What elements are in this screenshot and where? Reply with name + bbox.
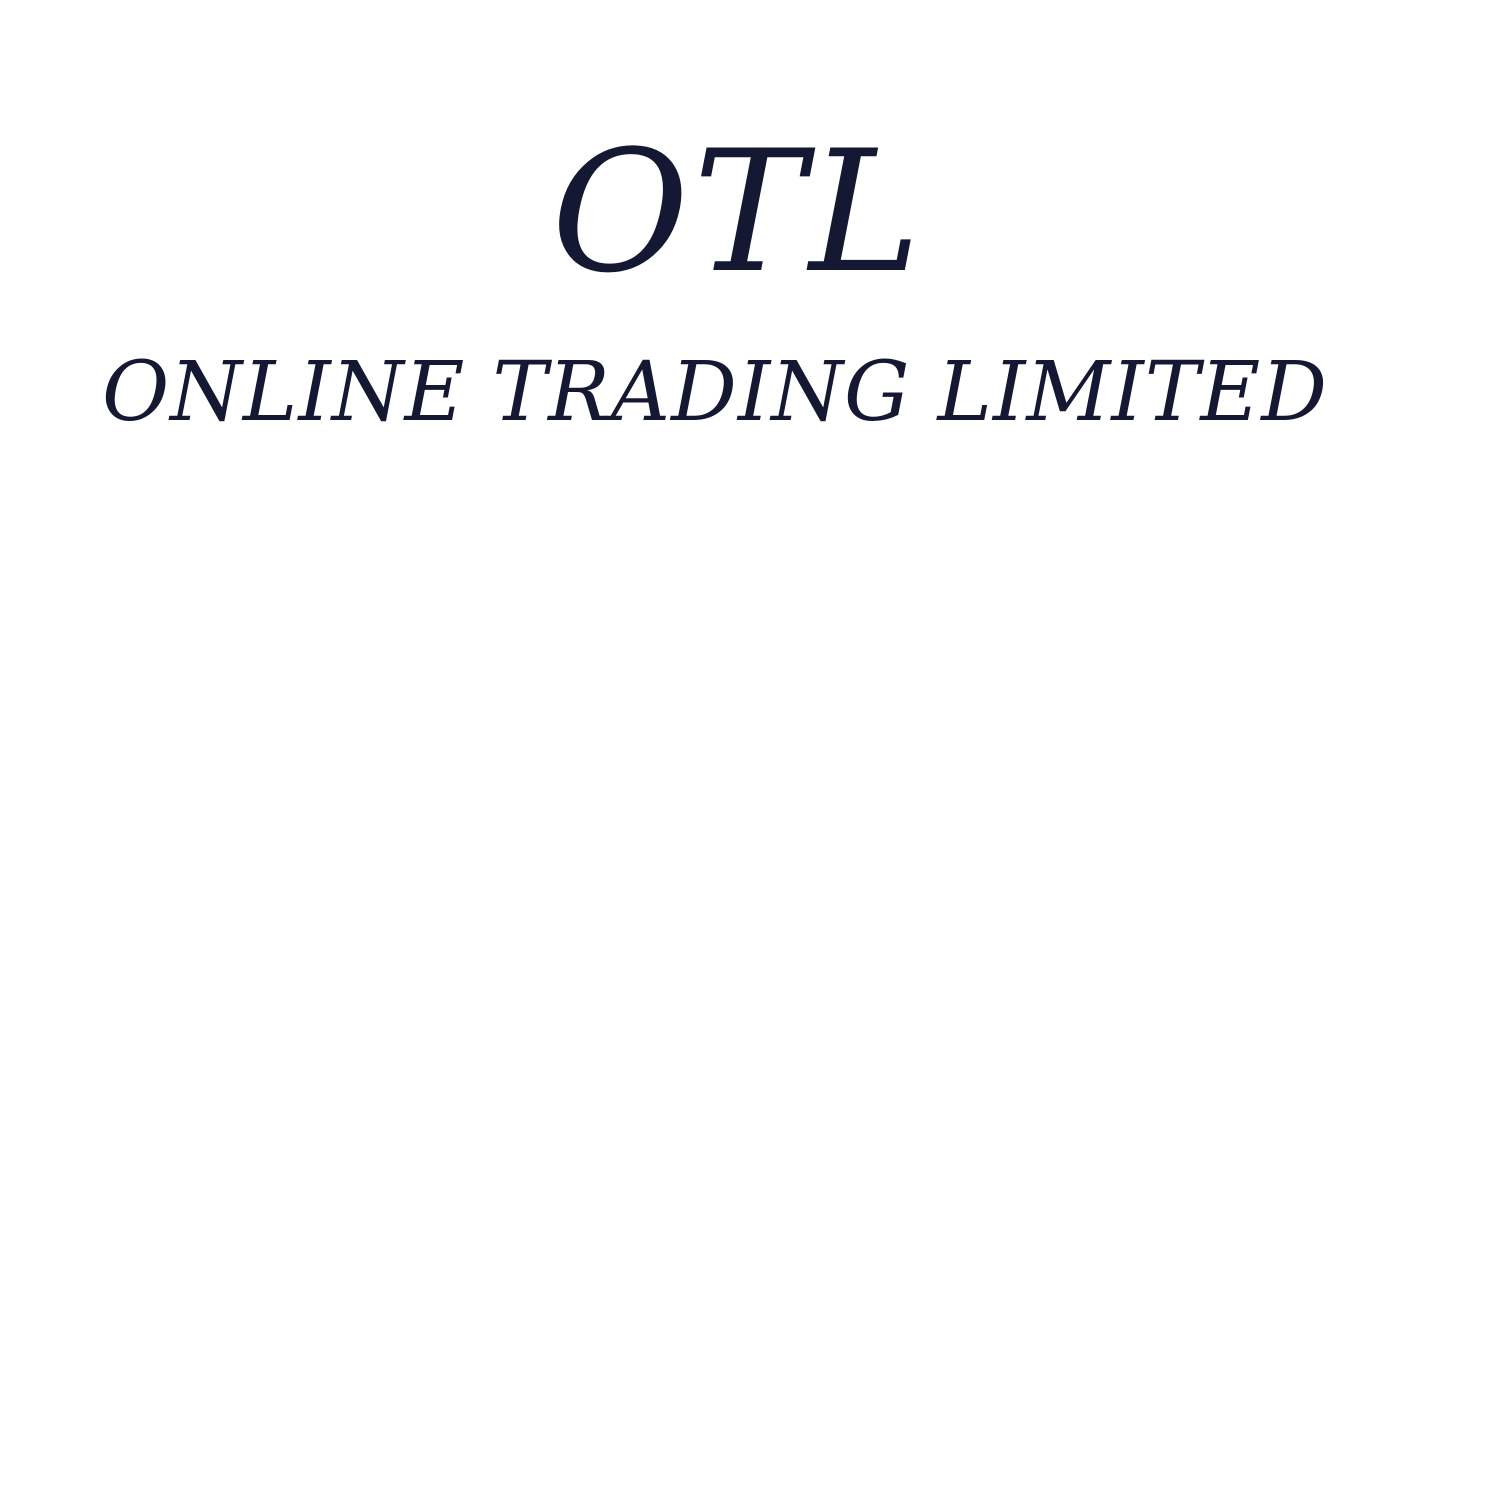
company-name: ONLINE TRADING LIMITED xyxy=(101,345,1329,440)
logo-monogram: OTL xyxy=(551,114,925,310)
